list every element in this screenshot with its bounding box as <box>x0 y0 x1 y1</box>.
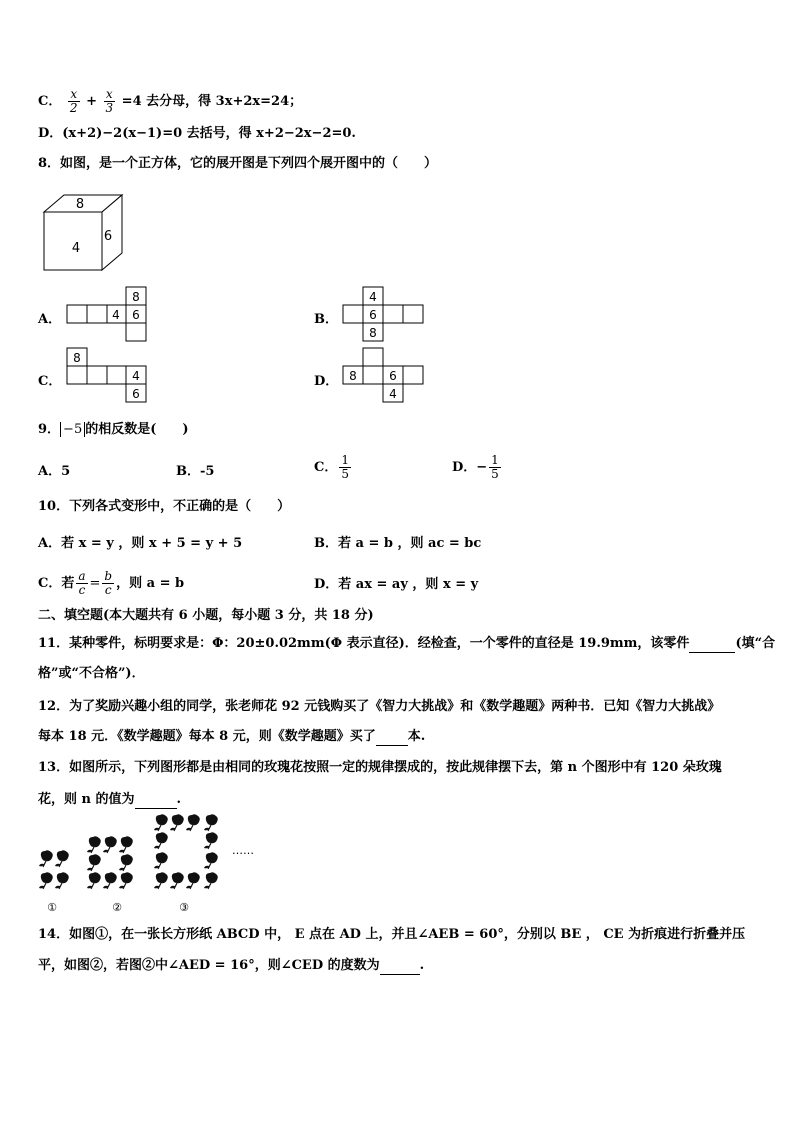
section-heading: 二、填空题(本大题共有 6 小题，每小题 3 分，共 18 分) <box>38 608 374 623</box>
fraction: $\frac{1}{5}$ <box>491 453 499 481</box>
q13-line2: 花，则 n 的值为 . <box>38 792 182 807</box>
q8-stem: 8．如图，是一个正方体，它的展开图是下列四个展开图中的（ ） <box>38 156 438 171</box>
q8-net-d[interactable] <box>342 347 426 407</box>
q10-stem: 10．下列各式变形中，不正确的是（ ） <box>38 499 291 514</box>
fraction: $\frac{x}{2}$ <box>69 87 78 115</box>
q8-option-d-label: D． <box>314 374 339 389</box>
q10-option-b[interactable]: B．若 a = b ，则 ac = bc <box>314 536 482 551</box>
q10-option-d[interactable]: D．若 ax = ay ，则 x = y <box>314 577 479 592</box>
figure-label-1: ① <box>47 901 57 914</box>
q14-line1: 14．如图①，在一张长方形纸 ABCD 中， E 点在 AD 上，并且∠AEB = 60°，分别以 BE ， CE 为折痕进行折叠并压 <box>38 927 746 942</box>
ellipsis: …… <box>232 844 254 857</box>
svg-text:6: 6 <box>132 387 140 401</box>
q8-option-b-label: B． <box>314 312 338 327</box>
q9-stem: 9． −5 的相反数是( ) <box>38 422 189 437</box>
svg-text:6: 6 <box>389 369 397 383</box>
q8-option-c-label: C． <box>38 374 62 389</box>
svg-text:4: 4 <box>369 290 377 304</box>
q9-option-c[interactable]: C． $\frac{1}{5}$ <box>314 453 349 481</box>
answer-blank[interactable] <box>380 958 420 975</box>
cube-top-number: 8 <box>75 197 85 212</box>
q8-net-a[interactable] <box>66 286 150 346</box>
rose-figure-2 <box>87 836 133 889</box>
svg-text:8: 8 <box>369 326 377 340</box>
rose-pattern-figure <box>36 812 266 916</box>
q12-line2: 每本 18 元．《数学趣题》每本 8 元，则《数学趣题》买了 本. <box>38 729 426 744</box>
q8-net-b[interactable] <box>342 286 426 346</box>
svg-text:8: 8 <box>73 351 81 365</box>
cube-right-number: 6 <box>103 229 113 244</box>
q14-line2: 平，如图②，若图②中∠AED = 16°，则∠CED 的度数为 . <box>38 958 425 973</box>
cube-figure <box>38 190 128 275</box>
svg-text:4: 4 <box>389 387 397 401</box>
cube-front-number: 4 <box>71 241 81 256</box>
svg-text:4: 4 <box>132 369 140 383</box>
q9-option-a[interactable]: A．5 <box>38 464 71 479</box>
svg-text:6: 6 <box>369 308 377 322</box>
svg-text:4: 4 <box>112 308 120 322</box>
q13-line1: 13．如图所示，下列图形都是由相同的玫瑰花按照一定的规律摆成的，按此规律摆下去，第 n 个图形中有 120 朵玫瑰 <box>38 760 722 775</box>
q9-option-b[interactable]: B．-5 <box>176 464 215 479</box>
fraction: $\frac{b}{c}$ <box>104 569 113 597</box>
q10-option-a[interactable]: A．若 x = y ，则 x + 5 = y + 5 <box>38 536 243 551</box>
q11-line2: 格”或“不合格”)． <box>38 666 145 681</box>
fraction: $\frac{1}{5}$ <box>341 453 349 481</box>
figure-label-3: ③ <box>179 901 189 914</box>
answer-blank[interactable] <box>376 729 408 746</box>
svg-text:8: 8 <box>132 290 140 304</box>
absolute-value: −5 <box>60 422 85 437</box>
answer-blank[interactable] <box>135 792 177 809</box>
svg-text:6: 6 <box>132 308 140 322</box>
q7-option-d: D．(x+2)−2(x−1)=0 去括号，得 x+2−2x−2=0. <box>38 126 356 141</box>
q8-option-a-label: A． <box>38 312 62 327</box>
rose-figure-1 <box>39 850 69 889</box>
fraction: $\frac{x}{3}$ <box>105 87 114 115</box>
q12-line1: 12．为了奖励兴趣小组的同学，张老师花 92 元钱购买了《智力大挑战》和《数学趣题》两种书．已知《智力大挑战》 <box>38 699 721 714</box>
svg-text:8: 8 <box>349 369 357 383</box>
fraction: $\frac{a}{c}$ <box>78 569 86 597</box>
q10-option-c[interactable]: C．若 $\frac{a}{c}$ = $\frac{b}{c}$ ，则 a = b <box>38 569 185 597</box>
q11-line1: 11．某种零件，标明要求是：Φ：20±0.02mm(Φ 表示直径)．经检查，一个零件的直径是 19.9mm，该零件 (填“合 <box>38 636 776 651</box>
answer-blank[interactable] <box>689 636 735 653</box>
q7-option-c: C． $\frac{x}{2}$ + $\frac{x}{3}$ =4 去分母，得 3x+2x=24； <box>38 87 303 115</box>
q9-option-d[interactable]: D．− $\frac{1}{5}$ <box>452 453 499 481</box>
q8-net-c[interactable] <box>66 347 150 407</box>
rose-figure-3 <box>154 814 218 889</box>
figure-label-2: ② <box>112 901 122 914</box>
